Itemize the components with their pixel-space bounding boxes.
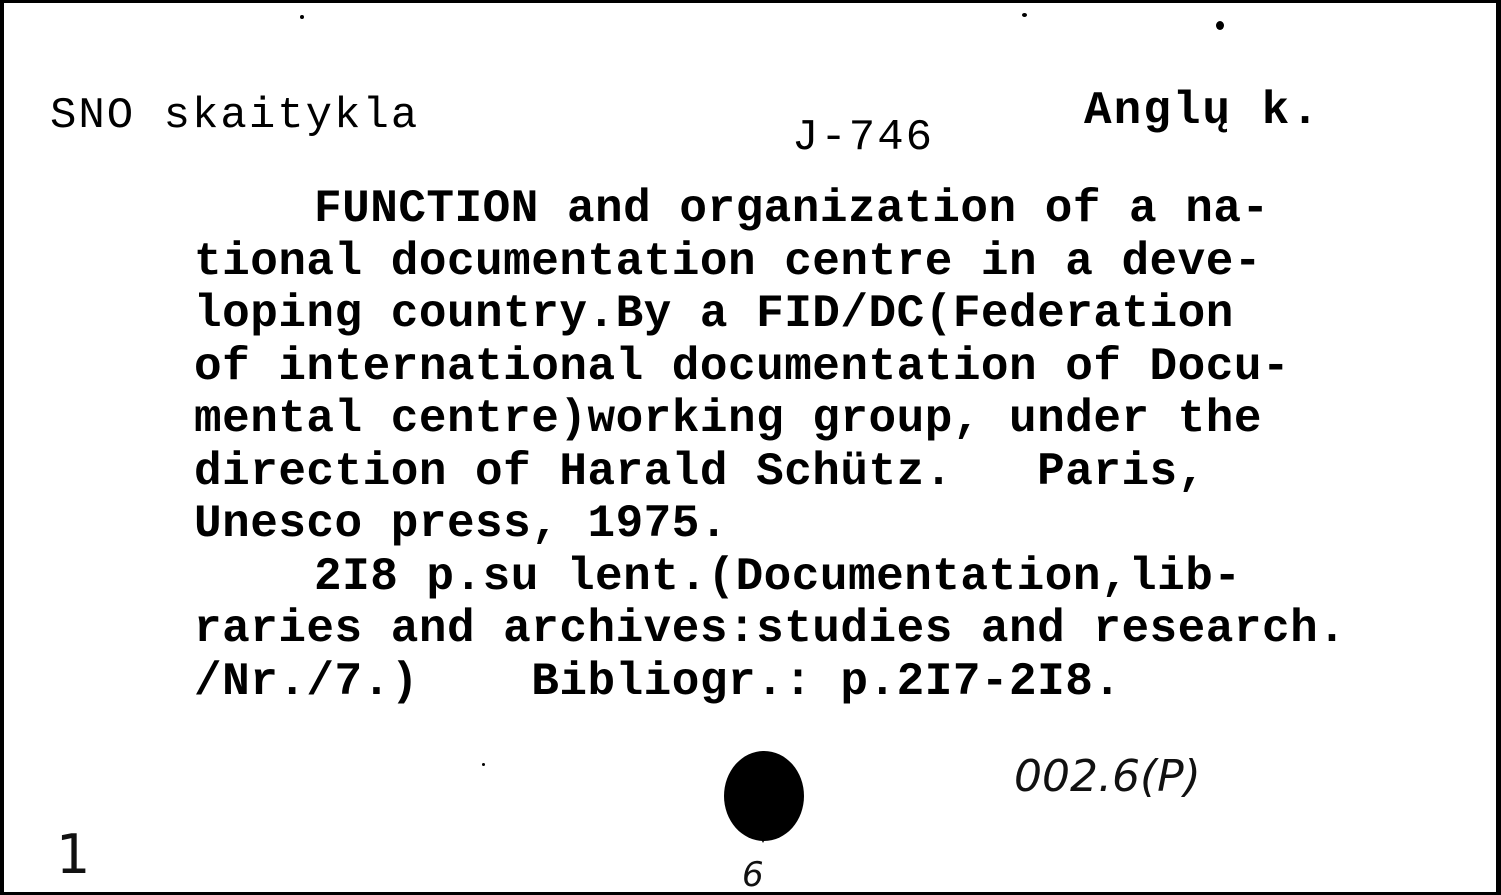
description-line: Unesco press, 1975.: [194, 498, 728, 550]
language-label: Anglų k.: [1084, 85, 1321, 137]
ink-speck: [482, 763, 485, 766]
handwritten-mark: 6: [742, 855, 764, 895]
description-line: direction of Harald Schütz. Paris,: [194, 445, 1206, 498]
description-line: mental centre)working group, under the: [194, 393, 1262, 445]
ink-speck: [300, 15, 304, 19]
punch-hole-tear: [754, 825, 772, 843]
description-line: of international documentation of Docu-: [194, 340, 1291, 393]
description-line: /Nr./7.) Bibliogr.: p.2I7-2I8.: [194, 655, 1122, 708]
ink-speck: [1216, 21, 1224, 30]
classification-mark: 002.6(P): [1014, 751, 1201, 802]
description-line: 2I8 p.su lent.(Documentation,lib-: [314, 550, 1242, 603]
description-line: tional documentation centre in a deve-: [194, 235, 1262, 288]
card-number: 1: [56, 823, 91, 886]
description-line: raries and archives:studies and research.: [194, 603, 1347, 655]
description-line: FUNCTION and organization of a na-: [314, 183, 1270, 235]
description-line: loping country.By a FID/DC(Federation: [194, 288, 1234, 340]
ink-speck: [1022, 13, 1027, 17]
library-name: SNO skaitykla: [50, 91, 420, 141]
call-number: J-746: [792, 113, 935, 163]
bibliographic-description: [194, 183, 1346, 708]
